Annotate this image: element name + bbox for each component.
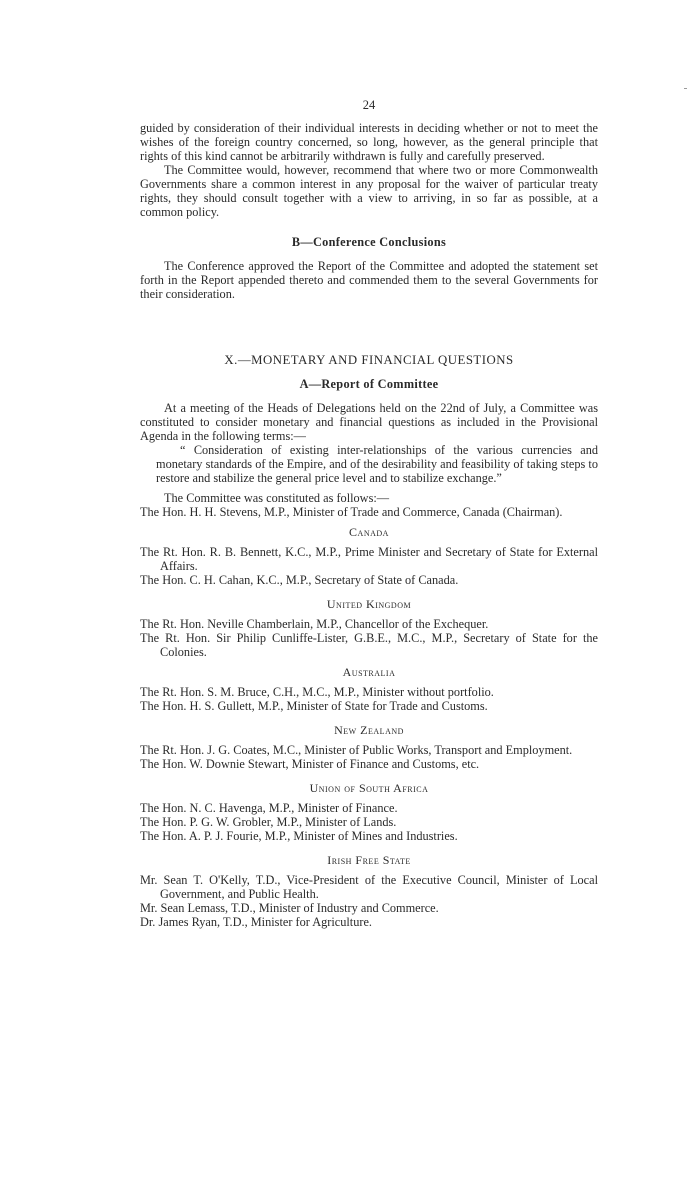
member-entry: The Hon. H. S. Gullett, M.P., Minister of State for Trade and Customs. [140, 699, 488, 713]
country-heading-united-kingdom: United Kingdom [326, 597, 412, 611]
agenda-quote [140, 443, 598, 485]
member-entry: The Hon. P. G. W. Grobler, M.P., Minister of Lands. [140, 815, 397, 829]
report-of-committee-heading: A—Report of Committee [299, 377, 439, 391]
scan-mark [684, 88, 687, 89]
member-entry: The Rt. Hon. Neville Chamberlain, M.P., Chancellor of the Exchequer. [140, 617, 489, 631]
country-heading-union-of-south-africa: Union of South Africa [309, 781, 429, 795]
country-heading-irish-free-state: Irish Free State [327, 853, 411, 867]
intro-paragraph-1: guided by consideration of their individual interests in deciding whether or not to meet the wishes of the foreign country concerned, so long, however, as the general principle that rights of this kind cannot be arbitrarily withdrawn is fully and carefully preserved. [140, 121, 598, 163]
member-entry: The Hon. A. P. J. Fourie, M.P., Minister of Mines and Industries. [140, 829, 458, 843]
conference-conclusions-heading: B—Conference Conclusions [291, 235, 447, 249]
chairman-entry: The Hon. H. H. Stevens, M.P., Minister of Trade and Commerce, Canada (Chairman). [140, 505, 563, 519]
conference-conclusions-text: The Conference approved the Report of the Committee and adopted the statement set forth in the Report appended thereto and commended them to the several Governments for their consideration. [140, 259, 598, 301]
page-number: 24 [362, 98, 376, 112]
meeting-paragraph: At a meeting of the Heads of Delegations held on the 22nd of July, a Committee was constituted to consider monetary and financial questions as included in the Provisional Agenda in the following terms:— [140, 401, 598, 443]
member-entry: The Hon. W. Downie Stewart, Minister of Finance and Customs, etc. [140, 757, 480, 771]
member-entry: The Rt. Hon. Sir Philip Cunliffe-Lister, G.B.E., M.C., M.P., Secretary of State for the Colonies. [140, 631, 598, 659]
member-entry: The Rt. Hon. S. M. Bruce, C.H., M.C., M.P., Minister without portfolio. [140, 685, 494, 699]
country-heading-new-zealand: New Zealand [334, 723, 404, 737]
member-entry: Mr. Sean Lemass, T.D., Minister of Industry and Commerce. [140, 901, 439, 915]
country-heading-australia: Australia [342, 665, 396, 679]
member-entry: Mr. Sean T. O'Kelly, T.D., Vice-President of the Executive Council, Minister of Local Government, and Public Health. [140, 873, 598, 901]
member-entry: The Hon. N. C. Havenga, M.P., Minister of Finance. [140, 801, 398, 815]
constituted-paragraph: The Committee was constituted as follows:— [164, 491, 390, 505]
agenda-quote-text: “ Consideration of existing inter-relationships of the various currencies and monetary standards of the Empire, and of the desirability and feasibility of taking steps to restore and stabilize the general price level and to stabilize exchange.” [156, 443, 598, 485]
country-heading-canada: Canada [349, 525, 389, 539]
section-title: X.—MONETARY AND FINANCIAL QUESTIONS [224, 353, 514, 367]
member-entry: The Hon. C. H. Cahan, K.C., M.P., Secretary of State of Canada. [140, 573, 459, 587]
document-page [140, 98, 598, 929]
member-entry: The Rt. Hon. J. G. Coates, M.C., Minister of Public Works, Transport and Employment. [140, 743, 573, 757]
intro-paragraph-2: The Committee would, however, recommend that where two or more Commonwealth Governments share a common interest in any proposal for the waiver of particular treaty rights, they should consult together with a view to arriving, in so far as possible, at a common policy. [140, 163, 598, 219]
member-entry: Dr. James Ryan, T.D., Minister for Agriculture. [140, 915, 372, 929]
member-entry: The Rt. Hon. R. B. Bennett, K.C., M.P., Prime Minister and Secretary of State for External Affairs. [140, 545, 598, 573]
